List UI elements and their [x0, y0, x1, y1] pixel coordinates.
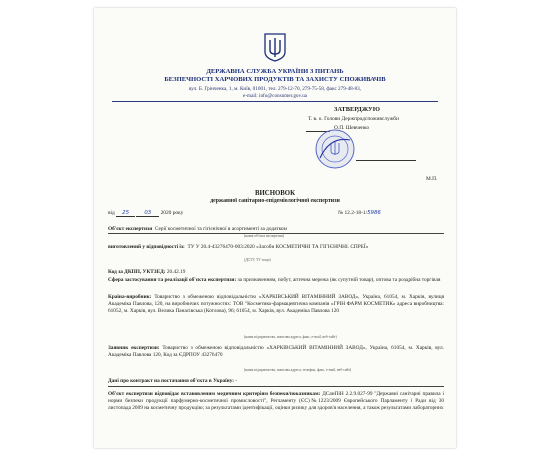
seal-underline	[356, 160, 416, 161]
code-value: 20.42.19	[166, 269, 186, 275]
handwritten-number: 5986	[367, 210, 381, 216]
contract-row: Дані про контракт на постачання об'єкта в Україну: -	[108, 378, 238, 384]
handwritten-month: 03	[144, 210, 152, 216]
scope-value: за призначенням, побут, аптечна мережа (як супутній товар), оптова та роздрібна торгівля	[237, 277, 441, 283]
official-stamp-icon	[314, 128, 356, 170]
agency-name-line-2: БЕЗПЕЧНОСТІ ХАРЧОВИХ ПРОДУКТІВ ТА ЗАХИСТУ СПОЖИВАЧІВ	[164, 76, 386, 83]
code-row: Код за ДКПП, УКТЗЕД: 20.42.19	[108, 269, 186, 275]
trident-emblem-icon	[261, 32, 289, 62]
country-value: Товариство з обмеженою відповідальністю «ХАРКІВСЬКИЙ ВІТАМІННИЙ ЗАВОД», Україна, 61054, м. Харків, вулиця Академіка Павлова, 120, на виробничих потужностях: ТОВ "Косметико-фармацевтична компанія «ГРІН ФАРМ КОСМЕТИК» адреса виробництва: 61052, м. Харків, вул. Велика Панасівська (Котлова), 96; 61054, м. Харків, вул. Академіка Павлова 120	[108, 294, 445, 314]
approval-role: Т. в. о. Голови Держпродспоживслужби	[308, 116, 399, 122]
agency-name-line-1: ДЕРЖАВНА СЛУЖБА УКРАЇНИ З ПИТАНЬ	[206, 68, 344, 75]
conclusion-row: Об'єкт експертизи відповідає встановленим медичним критеріям безпеки/показникам: ДСанПіН 2.2.9.027-99 "Державні санітарні правила і норми безпеки продукції парфумерно-косметичної промисловості", Регламенту (ЄС)№1223/2009 Європейського Парламенту і Ради від 30 листопада 2009 на косметичну продукцію; за результатами ідентифікації, оцінки ризику для здоров'я населення, а також результатами лабораторних	[108, 391, 444, 411]
document-title: ВИСНОВОК	[254, 190, 296, 197]
approval-name: О.П. Шевченко	[334, 125, 370, 131]
approval-label: ЗАТВЕРДЖУЮ	[334, 106, 380, 113]
document-subtitle: державної санітарно-епідеміологічної експертизи	[210, 198, 340, 204]
customer-value: Товариство з обмеженою відповідальністю «ХАРКІВСЬКИЙ ВІТАМІННИЙ ЗАВОД», Україна, 61054, м. Харків, вул. Академіка Павлова 120, Код за ЄДРПОУ 43276470	[108, 345, 445, 358]
object-row: Об'єкт експертизи Серії косметичної та гігієнічної в асортименті за додатком	[108, 226, 287, 232]
scope-row: Сфера застосування та реалізації об'єкта експертизи: за призначенням, побут, аптечна мережа (як супутній товар), оптова та роздрібна торгівля	[108, 277, 441, 283]
agency-email: e-mail: info@consumer.gov.ua	[243, 93, 307, 99]
object-caption: (назва об'єкта експертизи)	[244, 234, 285, 238]
customer-row: Заявник експертизи: Товариство з обмеженою відповідальністю «ХАРКІВСЬКИЙ ВІТАМІННИЙ ЗАВОД», Україна, 61054, м. Харків, вул. Академіка Павлова 120, Код за ЄДРПОУ 43276470	[108, 345, 445, 358]
country-row: Країна-виробник: Товариство з обмеженою відповідальністю «ХАРКІВСЬКИЙ ВІТАМІННИЙ ЗАВОД», Україна, 61054, м. Харків, вулиця Академіка Павлова, 120, на виробничих потужностях: ТОВ "Косметико-фармацевтична компанія «ГРІН ФАРМ КОСМЕТИК» адреса виробництва: 61052, м. Харків, вул. Велика Панасівська (Котлова), 96; 61054, м. Харків, вул. Академіка Павлова 120	[108, 294, 445, 314]
made-row: виготовлений у відповідності із: ТУ У 20.4-43276470-003:2020 «Засоби КОСМЕТИЧНІ ТА ГІГІЄНІЧНІ. СПРЕЇ»	[108, 244, 369, 250]
certificate-page	[94, 8, 456, 448]
agency-address: вул. Б. Грінченка, 1, м. Київ, 01001, тел. 279-12-70, 279-75-58, факс 279-48-83,	[189, 86, 361, 92]
object-value: Серії косметичної та гігієнічної в асортименті за додатком	[154, 226, 287, 232]
header-divider	[112, 101, 438, 102]
conclusion-value: ДСанПіН 2.2.9.027-99 "Державні санітарні правила і норми безпеки продукції парфумерно-косметичної промисловості", Регламенту (ЄС)№1223/2009 Європейського Парламенту і Ради від 30 листопада 2009 на косметичну продукцію; за результатами ідентифікації, оцінки ризику для здоров'я населення, а також результатами лабораторних	[108, 391, 444, 411]
contract-underline	[108, 386, 444, 387]
handwritten-day: 25	[122, 210, 130, 216]
made-caption: (ДСТУ, ТУ тощо)	[244, 258, 271, 262]
customer-caption: (назва підприємства, поштова адреса, телефон, факс, e-mail, веб-сайт)	[244, 368, 352, 372]
made-value: ТУ У 20.4-43276470-003:2020 «Засоби КОСМЕТИЧНІ ТА ГІГІЄНІЧНІ. СПРЕЇ»	[187, 244, 369, 250]
contract-value: -	[235, 378, 238, 384]
date-number-line: від 25 03 2020 року № 12.2-18-1/5986	[108, 210, 381, 216]
country-caption: (назва підприємства, поштова адреса, факс, e-mail, веб-сайт)	[244, 335, 337, 339]
seal-mark-label: М.П.	[426, 176, 438, 182]
